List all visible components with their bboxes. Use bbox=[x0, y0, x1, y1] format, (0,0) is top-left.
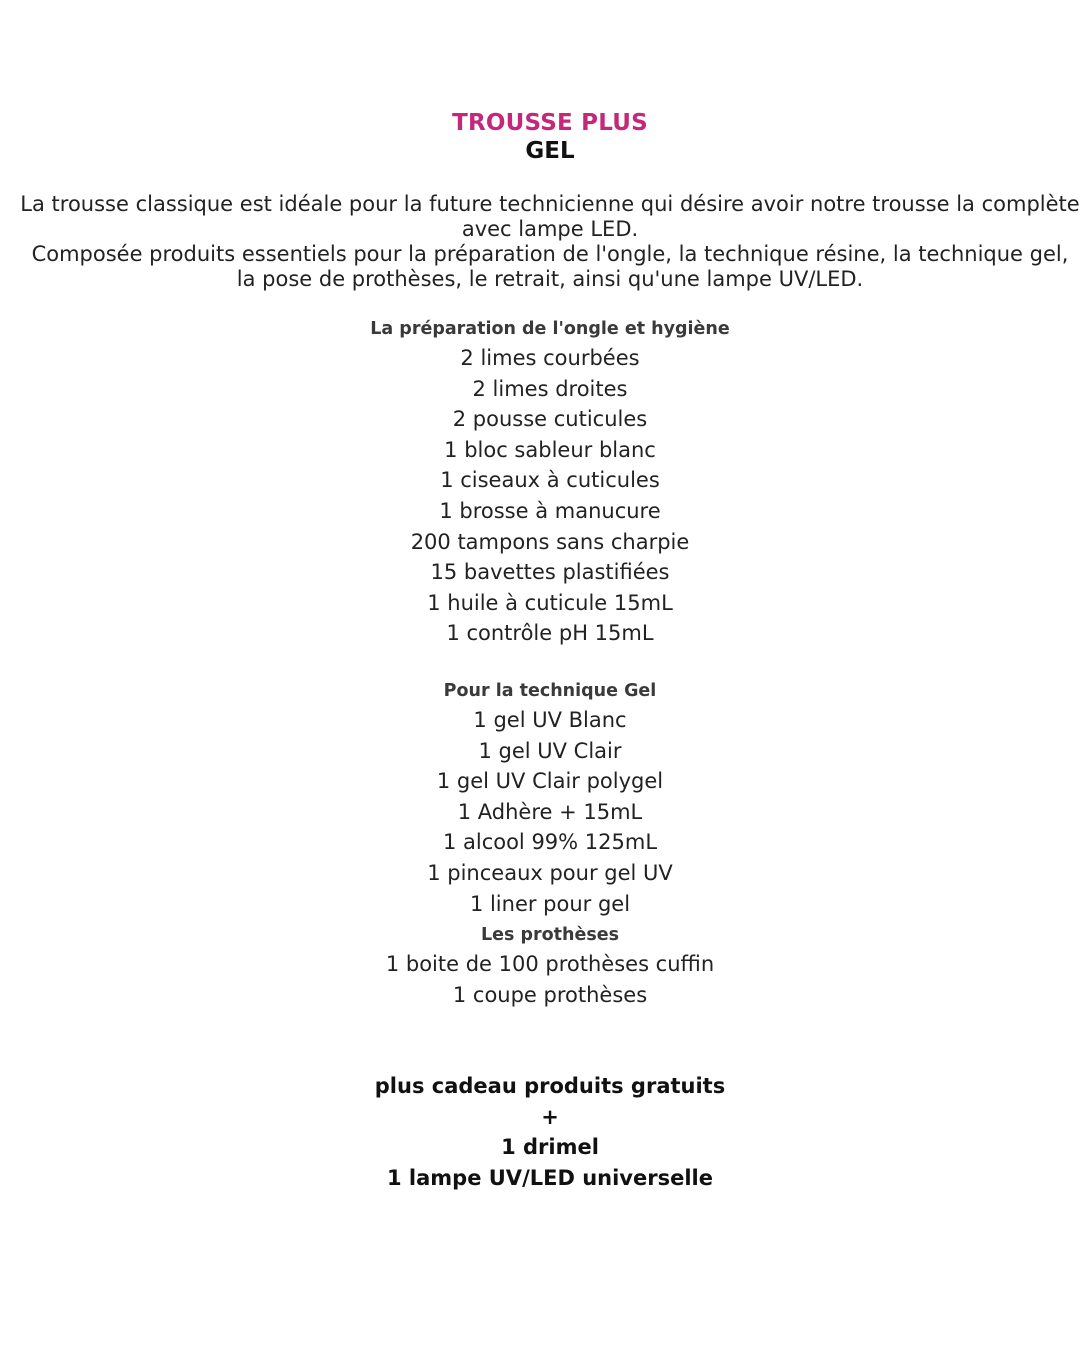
list-item: 200 tampons sans charpie bbox=[410, 529, 690, 554]
gift-line-4: 1 lampe UV/LED universelle bbox=[387, 1165, 713, 1190]
list-item: 1 boite de 100 prothèses cuffin bbox=[385, 952, 715, 976]
list-item: 1 coupe prothèses bbox=[452, 982, 648, 1007]
section-gel-technique bbox=[0, 677, 1080, 919]
section-heading: Pour la technique Gel bbox=[443, 681, 657, 701]
section-preparation bbox=[0, 315, 1080, 649]
intro-line-1: La trousse classique est idéale pour la future technicienne qui désire avoir notre trousse la complète avec lampe LED. bbox=[20, 192, 1080, 241]
list-item: 1 gel UV Blanc bbox=[473, 708, 627, 732]
title-block bbox=[0, 108, 1080, 164]
list-item: 1 Adhère + 15mL bbox=[457, 799, 643, 824]
section-heading: Les prothèses bbox=[480, 925, 620, 945]
section-protheses bbox=[0, 921, 1080, 1010]
list-item: 2 limes droites bbox=[472, 376, 628, 401]
gift-line-1: plus cadeau produits gratuits bbox=[374, 1074, 726, 1098]
item-list bbox=[0, 343, 1080, 649]
section-heading: La préparation de l'ongle et hygiène bbox=[370, 319, 730, 339]
list-item: 1 brosse à manucure bbox=[439, 498, 661, 523]
list-item: 1 gel UV Clair bbox=[478, 738, 622, 763]
intro-line-2: Composée produits essentiels pour la préparation de l'ongle, la technique résine, la technique gel, la pose de prothèses, le retrait, ainsi qu'une lampe UV/LED. bbox=[31, 242, 1069, 291]
gift-line-3: 1 drimel bbox=[501, 1135, 599, 1160]
list-item: 1 bloc sableur blanc bbox=[444, 437, 656, 462]
title-accent: TROUSSE PLUS bbox=[452, 110, 648, 136]
list-item: 1 ciseaux à cuticules bbox=[440, 468, 660, 493]
list-item: 1 gel UV Clair polygel bbox=[436, 769, 664, 794]
list-item: 15 bavettes plastifiées bbox=[430, 560, 670, 585]
list-item: 2 limes courbées bbox=[460, 346, 640, 370]
item-list bbox=[0, 705, 1080, 919]
list-item: 1 contrôle pH 15mL bbox=[446, 621, 654, 646]
list-item: 1 alcool 99% 125mL bbox=[442, 830, 658, 855]
gift-block bbox=[0, 1071, 1080, 1193]
list-item: 1 huile à cuticule 15mL bbox=[427, 590, 673, 615]
title-main: GEL bbox=[525, 138, 575, 164]
gift-plus: + bbox=[541, 1104, 559, 1129]
list-item: 1 liner pour gel bbox=[469, 891, 631, 916]
list-item: 2 pousse cuticules bbox=[452, 407, 648, 432]
item-list bbox=[0, 949, 1080, 1010]
intro-text bbox=[20, 192, 1080, 292]
list-item: 1 pinceaux pour gel UV bbox=[427, 860, 673, 885]
